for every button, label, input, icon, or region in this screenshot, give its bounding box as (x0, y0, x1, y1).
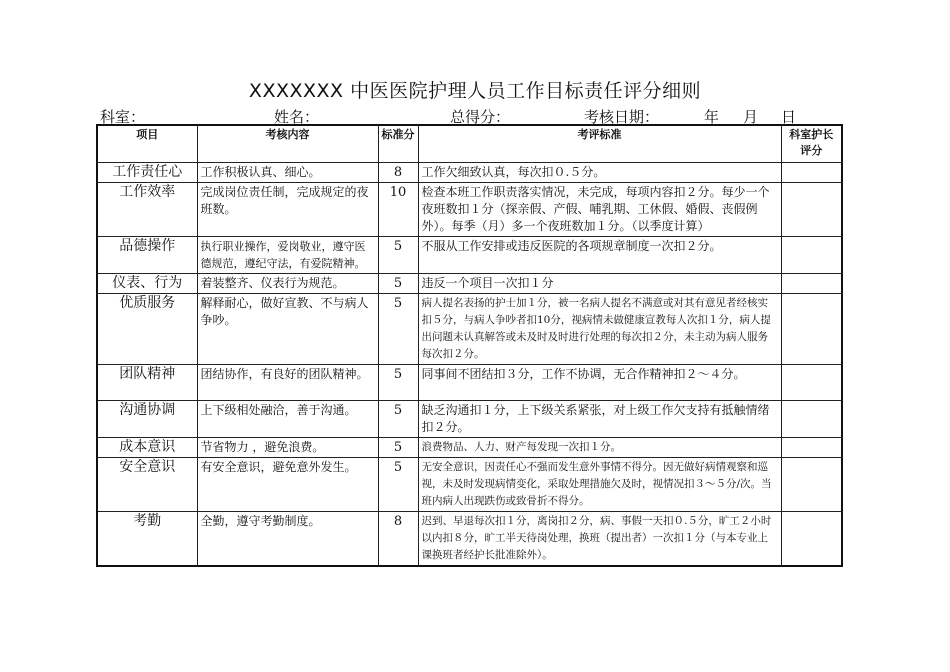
head-nurse-score-cell[interactable] (781, 162, 842, 182)
row-criteria: 同事间不团结扣３分，工作不协调，无合作精神扣２～４分。 (418, 364, 781, 400)
row-score: 10 (378, 182, 418, 236)
row-score: 5 (378, 273, 418, 293)
row-content: 全勤，遵守考勤制度。 (197, 511, 378, 566)
head-nurse-score-cell[interactable] (781, 236, 842, 273)
exam-date-label: 考核日期： (584, 108, 660, 126)
row-content: 着装整齐、仪表行为规范。 (197, 273, 378, 293)
row-item: 仪表、行为 (97, 273, 197, 293)
dept-label: 科室： (100, 108, 146, 126)
row-item: 沟通协调 (97, 400, 197, 437)
row-content: 上下级相处融洽，善于沟通。 (197, 400, 378, 437)
row-content: 解释耐心，做好宣教、不与病人争吵。 (197, 293, 378, 364)
header-criteria: 考评标准 (418, 125, 781, 162)
row-score: 5 (378, 236, 418, 273)
row-content: 工作积极认真、细心。 (197, 162, 378, 182)
header-content: 考核内容 (197, 125, 378, 162)
row-content: 有安全意识，避免意外发生。 (197, 457, 378, 511)
row-criteria: 缺乏沟通扣１分，上下级关系紧张，对上级工作欠支持有抵触情绪扣２分。 (418, 400, 781, 437)
table-row (97, 236, 842, 273)
row-content: 执行职业操作，爱岗敬业，遵守医德规范，遵纪守法，有爱院精神。 (197, 236, 378, 273)
row-item: 工作效率 (97, 182, 197, 236)
table-header-row (97, 125, 842, 162)
table-row (97, 437, 842, 457)
head-nurse-score-cell[interactable] (781, 293, 842, 364)
row-item: 团队精神 (97, 364, 197, 400)
head-nurse-score-cell[interactable] (781, 457, 842, 511)
month-label: 月 (743, 108, 759, 126)
document-title: XXXXXXX 中医医院护理人员工作目标责任评分细则 (248, 80, 702, 102)
table-row (97, 457, 842, 511)
row-criteria: 检查本班工作职责落实情况，未完成，每项内容扣２分。每少一个夜班数扣１分（探亲假、产假、哺乳期、工休假、婚假、丧假例外）。每季（月）多一个夜班数加１分。（以季度计算） (418, 182, 781, 236)
row-criteria: 违反一个项目一次扣１分 (418, 273, 781, 293)
table-row (97, 364, 842, 400)
row-item: 成本意识 (97, 437, 197, 457)
row-criteria: 工作欠细致认真，每次扣０.５分。 (418, 162, 781, 182)
head-nurse-score-cell[interactable] (781, 511, 842, 566)
row-criteria: 浪费物品、人力、财产每发现一次扣１分。 (418, 437, 781, 457)
row-criteria: 不服从工作安排或违反医院的各项规章制度一次扣２分。 (418, 236, 781, 273)
row-item: 考勤 (97, 511, 197, 566)
year-label: 年 (704, 108, 720, 126)
table-row (97, 162, 842, 182)
row-criteria: 病人提名表扬的护士加１分，被一名病人提名不满意或对其有意见者经核实扣５分，与病人争吵者扣10分，视病情未做健康宣教每人次扣１分，病人提出问题未认真解答或未及时及时进行处理的每次扣２分，未主动为病人服务每次扣２分。 (418, 293, 781, 364)
row-score: 8 (378, 162, 418, 182)
scoring-table (96, 124, 843, 567)
table-row (97, 511, 842, 566)
header-head-nurse-score: 科室护长评分 (781, 125, 842, 162)
header-item: 项目 (97, 125, 197, 162)
row-item: 品德操作 (97, 236, 197, 273)
head-nurse-score-cell[interactable] (781, 437, 842, 457)
table-row (97, 400, 842, 437)
row-item: 优质服务 (97, 293, 197, 364)
row-score: 5 (378, 400, 418, 437)
row-item: 安全意识 (97, 457, 197, 511)
row-score: 5 (378, 457, 418, 511)
row-criteria: 无安全意识，因责任心不强而发生意外事情不得分。因无做好病情观察和巡视，未及时发现病情变化，采取处理措施欠及时，视情况扣３～５分/次。当班内病人出现跌伤或致骨折不得分。 (418, 457, 781, 511)
row-content: 节省物力 ，避免浪费。 (197, 437, 378, 457)
head-nurse-score-cell[interactable] (781, 400, 842, 437)
row-content: 完成岗位责任制，完成规定的夜班数。 (197, 182, 378, 236)
row-score: 5 (378, 364, 418, 400)
table-row (97, 182, 842, 236)
name-label: 姓名： (274, 108, 320, 126)
row-criteria: 迟到、早退每次扣１分，离岗扣２分，病、事假一天扣０.５分，旷工２小时以内扣８分，旷工半天待岗处理，换班（提出者）一次扣１分（与本专业上课换班者经护长批准除外）。 (418, 511, 781, 566)
row-score: 5 (378, 293, 418, 364)
head-nurse-score-cell[interactable] (781, 364, 842, 400)
table-row (97, 273, 842, 293)
head-nurse-score-cell[interactable] (781, 182, 842, 236)
header-score: 标准分 (378, 125, 418, 162)
total-score-label: 总得分： (450, 108, 511, 126)
day-label: 日 (781, 108, 797, 126)
table-row (97, 293, 842, 364)
row-score: 5 (378, 437, 418, 457)
row-item: 工作责任心 (97, 162, 197, 182)
row-content: 团结协作，有良好的团队精神。 (197, 364, 378, 400)
head-nurse-score-cell[interactable] (781, 273, 842, 293)
row-score: 8 (378, 511, 418, 566)
